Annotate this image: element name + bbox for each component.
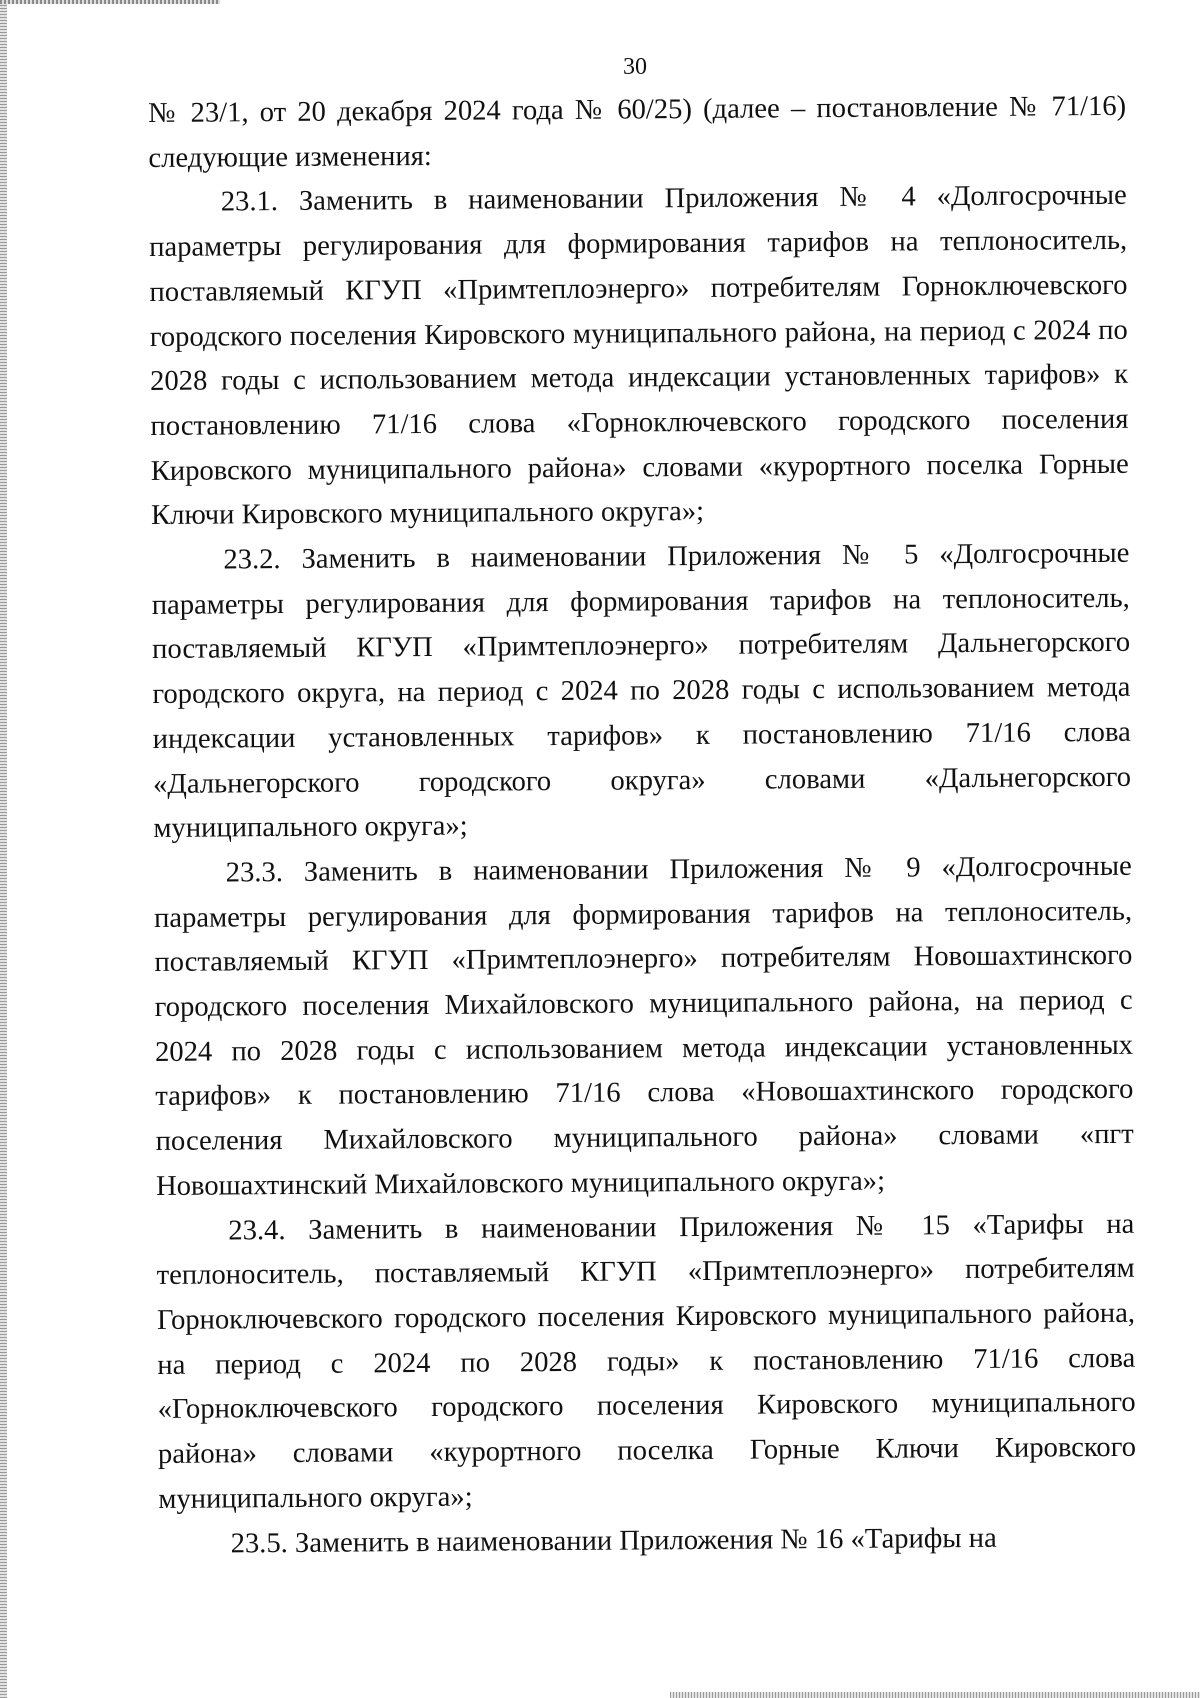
document-body [148, 85, 1137, 1567]
paragraph-23-3: 23.3. Заменить в наименовании Приложения № 9 «Долгосрочные параметры регулирования для формирования тарифов на теплоноситель, поставляемый КГУП «Примтеплоэнерго» потребителям Новошахтинского городского поселения Михайловского муниципального района, на период с 2024 по 2028 годы с использованием метода индексации установленных тарифов» к постановлению 71/16 слова «Новошахтинского городского поселения Михайловского муниципального района» словами «пгт Новошахтинский Михайловского муниципального округа»; [153, 850, 1134, 1202]
paragraph-23-1: 23.1. Заменить в наименовании Приложения № 4 «Долгосрочные параметры регулирования для формирования тарифов на теплоноситель, поставляемый КГУП «Примтеплоэнерго» потребителям Горноключевского городского поселения Кировского муниципального района, на период с 2024 по 2028 годы с использованием метода индексации установленных тарифов» к постановлению 71/16 слова «Горноключевского городского поселения Кировского муниципального района» словами «курортного поселка Горные Ключи Кировского муниципального округа»; [149, 180, 1129, 532]
paragraph-23-5: 23.5. Заменить в наименовании Приложения № 16 «Тарифы на [230, 1522, 997, 1559]
paragraph-23-2: 23.2. Заменить в наименовании Приложения № 5 «Долгосрочные параметры регулирования для формирования тарифов на теплоноситель, поставляемый КГУП «Примтеплоэнерго» потребителям Дальнегорского городского округа, на период с 2024 по 2028 годы с использованием метода индексации установленных тарифов» к постановлению 71/16 слова «Дальнегорского городского округа» словами «Дальнегорского муниципального округа»; [151, 537, 1132, 845]
scan-edge-top [0, 0, 220, 4]
paragraph-continuation: № 23/1, от 20 декабря 2024 года № 60/25) (далее – постановление № 71/16) следующие изменения: [148, 90, 1127, 174]
scan-edge-left [0, 0, 7, 1698]
scan-edge-bottom [670, 1692, 1200, 1698]
page-number: 30 [623, 54, 647, 80]
paragraph-23-4: 23.4. Заменить в наименовании Приложения № 15 «Тарифы на теплоноситель, поставляемый КГУП «Примтеплоэнерго» потребителям Горноключевского городского поселения Кировского муниципального района, на период с 2024 по 2028 годы» к постановлению 71/16 слова «Горноключевского городского поселения Кировского муниципального района» словами «курортного поселка Горные Ключи Кировского муниципального округа»; [156, 1208, 1137, 1515]
